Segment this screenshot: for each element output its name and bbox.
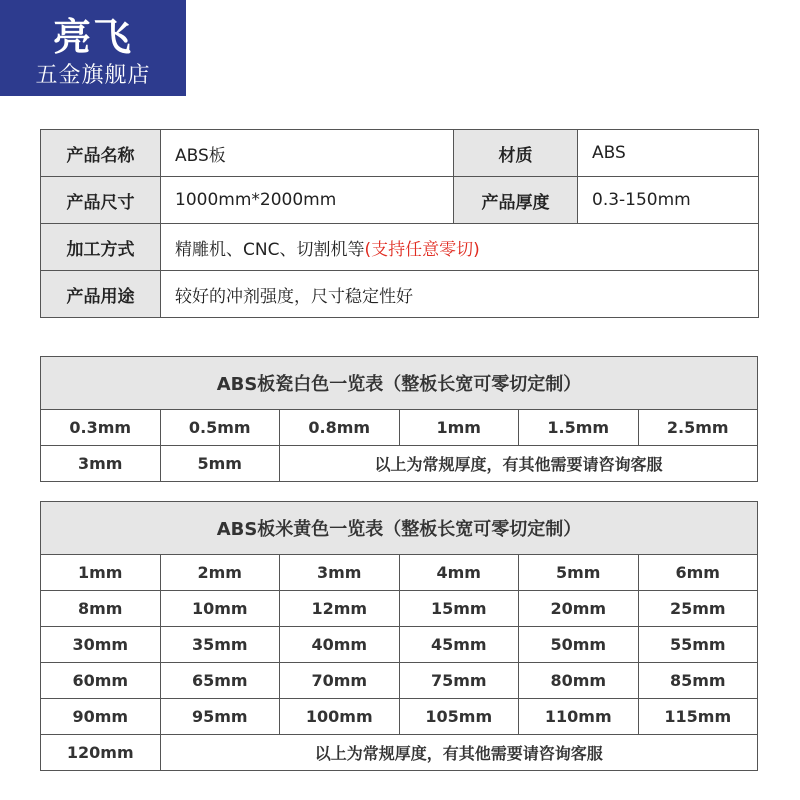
thickness-cell: 30mm bbox=[41, 627, 161, 663]
thickness-cell: 12mm bbox=[280, 591, 400, 627]
product-info-table bbox=[40, 129, 759, 318]
thickness-cell: 25mm bbox=[638, 591, 758, 627]
thickness-cell: 20mm bbox=[519, 591, 639, 627]
processing-note: (支持任意零切) bbox=[364, 239, 480, 260]
thickness-label: 产品厚度 bbox=[454, 177, 578, 224]
thickness-cell: 1.5mm bbox=[519, 410, 639, 446]
thickness-cell: 5mm bbox=[519, 555, 639, 591]
size-label: 产品尺寸 bbox=[41, 177, 161, 224]
thickness-cell: 90mm bbox=[41, 699, 161, 735]
thickness-cell: 55mm bbox=[638, 627, 758, 663]
thickness-cell: 100mm bbox=[280, 699, 400, 735]
thickness-cell: 50mm bbox=[519, 627, 639, 663]
beige-table-title: ABS板米黄色一览表（整板长宽可零切定制） bbox=[41, 502, 758, 555]
thickness-cell: 8mm bbox=[41, 591, 161, 627]
white-thickness-table bbox=[40, 356, 758, 482]
thickness-cell: 110mm bbox=[519, 699, 639, 735]
thickness-cell: 75mm bbox=[399, 663, 519, 699]
thickness-cell: 120mm bbox=[41, 735, 161, 771]
thickness-cell: 5mm bbox=[160, 446, 280, 482]
thickness-cell: 1mm bbox=[399, 410, 519, 446]
processing-cell bbox=[161, 224, 759, 271]
material-value: ABS bbox=[578, 130, 759, 177]
thickness-cell: 0.5mm bbox=[160, 410, 280, 446]
thickness-cell: 65mm bbox=[160, 663, 280, 699]
usage-label: 产品用途 bbox=[41, 271, 161, 318]
thickness-cell: 6mm bbox=[638, 555, 758, 591]
usage-value: 较好的冲剂强度，尺寸稳定性好 bbox=[161, 271, 759, 318]
thickness-cell: 3mm bbox=[41, 446, 161, 482]
thickness-cell: 70mm bbox=[280, 663, 400, 699]
thickness-cell: 10mm bbox=[160, 591, 280, 627]
logo-subtitle: 五金旗舰店 bbox=[35, 63, 151, 88]
thickness-value: 0.3-150mm bbox=[578, 177, 759, 224]
thickness-cell: 95mm bbox=[160, 699, 280, 735]
thickness-cell: 40mm bbox=[280, 627, 400, 663]
name-label: 产品名称 bbox=[41, 130, 161, 177]
thickness-cell: 0.3mm bbox=[41, 410, 161, 446]
thickness-cell: 115mm bbox=[638, 699, 758, 735]
thickness-cell: 2mm bbox=[160, 555, 280, 591]
beige-table-note: 以上为常规厚度，有其他需要请咨询客服 bbox=[160, 735, 758, 771]
thickness-cell: 60mm bbox=[41, 663, 161, 699]
white-table-title: ABS板瓷白色一览表（整板长宽可零切定制） bbox=[41, 357, 758, 410]
size-value: 1000mm*2000mm bbox=[161, 177, 454, 224]
thickness-cell: 45mm bbox=[399, 627, 519, 663]
thickness-cell: 85mm bbox=[638, 663, 758, 699]
thickness-cell: 35mm bbox=[160, 627, 280, 663]
thickness-cell: 3mm bbox=[280, 555, 400, 591]
thickness-cell: 2.5mm bbox=[638, 410, 758, 446]
thickness-cell: 15mm bbox=[399, 591, 519, 627]
logo-brand: 亮飞 bbox=[52, 15, 133, 59]
thickness-cell: 80mm bbox=[519, 663, 639, 699]
white-table-note: 以上为常规厚度，有其他需要请咨询客服 bbox=[280, 446, 758, 482]
beige-thickness-table bbox=[40, 501, 758, 771]
processing-label: 加工方式 bbox=[41, 224, 161, 271]
material-label: 材质 bbox=[454, 130, 578, 177]
name-value: ABS板 bbox=[161, 130, 454, 177]
thickness-cell: 105mm bbox=[399, 699, 519, 735]
thickness-cell: 1mm bbox=[41, 555, 161, 591]
processing-value: 精雕机、CNC、切割机等 bbox=[175, 239, 365, 260]
store-logo bbox=[0, 0, 186, 96]
thickness-cell: 4mm bbox=[399, 555, 519, 591]
thickness-cell: 0.8mm bbox=[280, 410, 400, 446]
